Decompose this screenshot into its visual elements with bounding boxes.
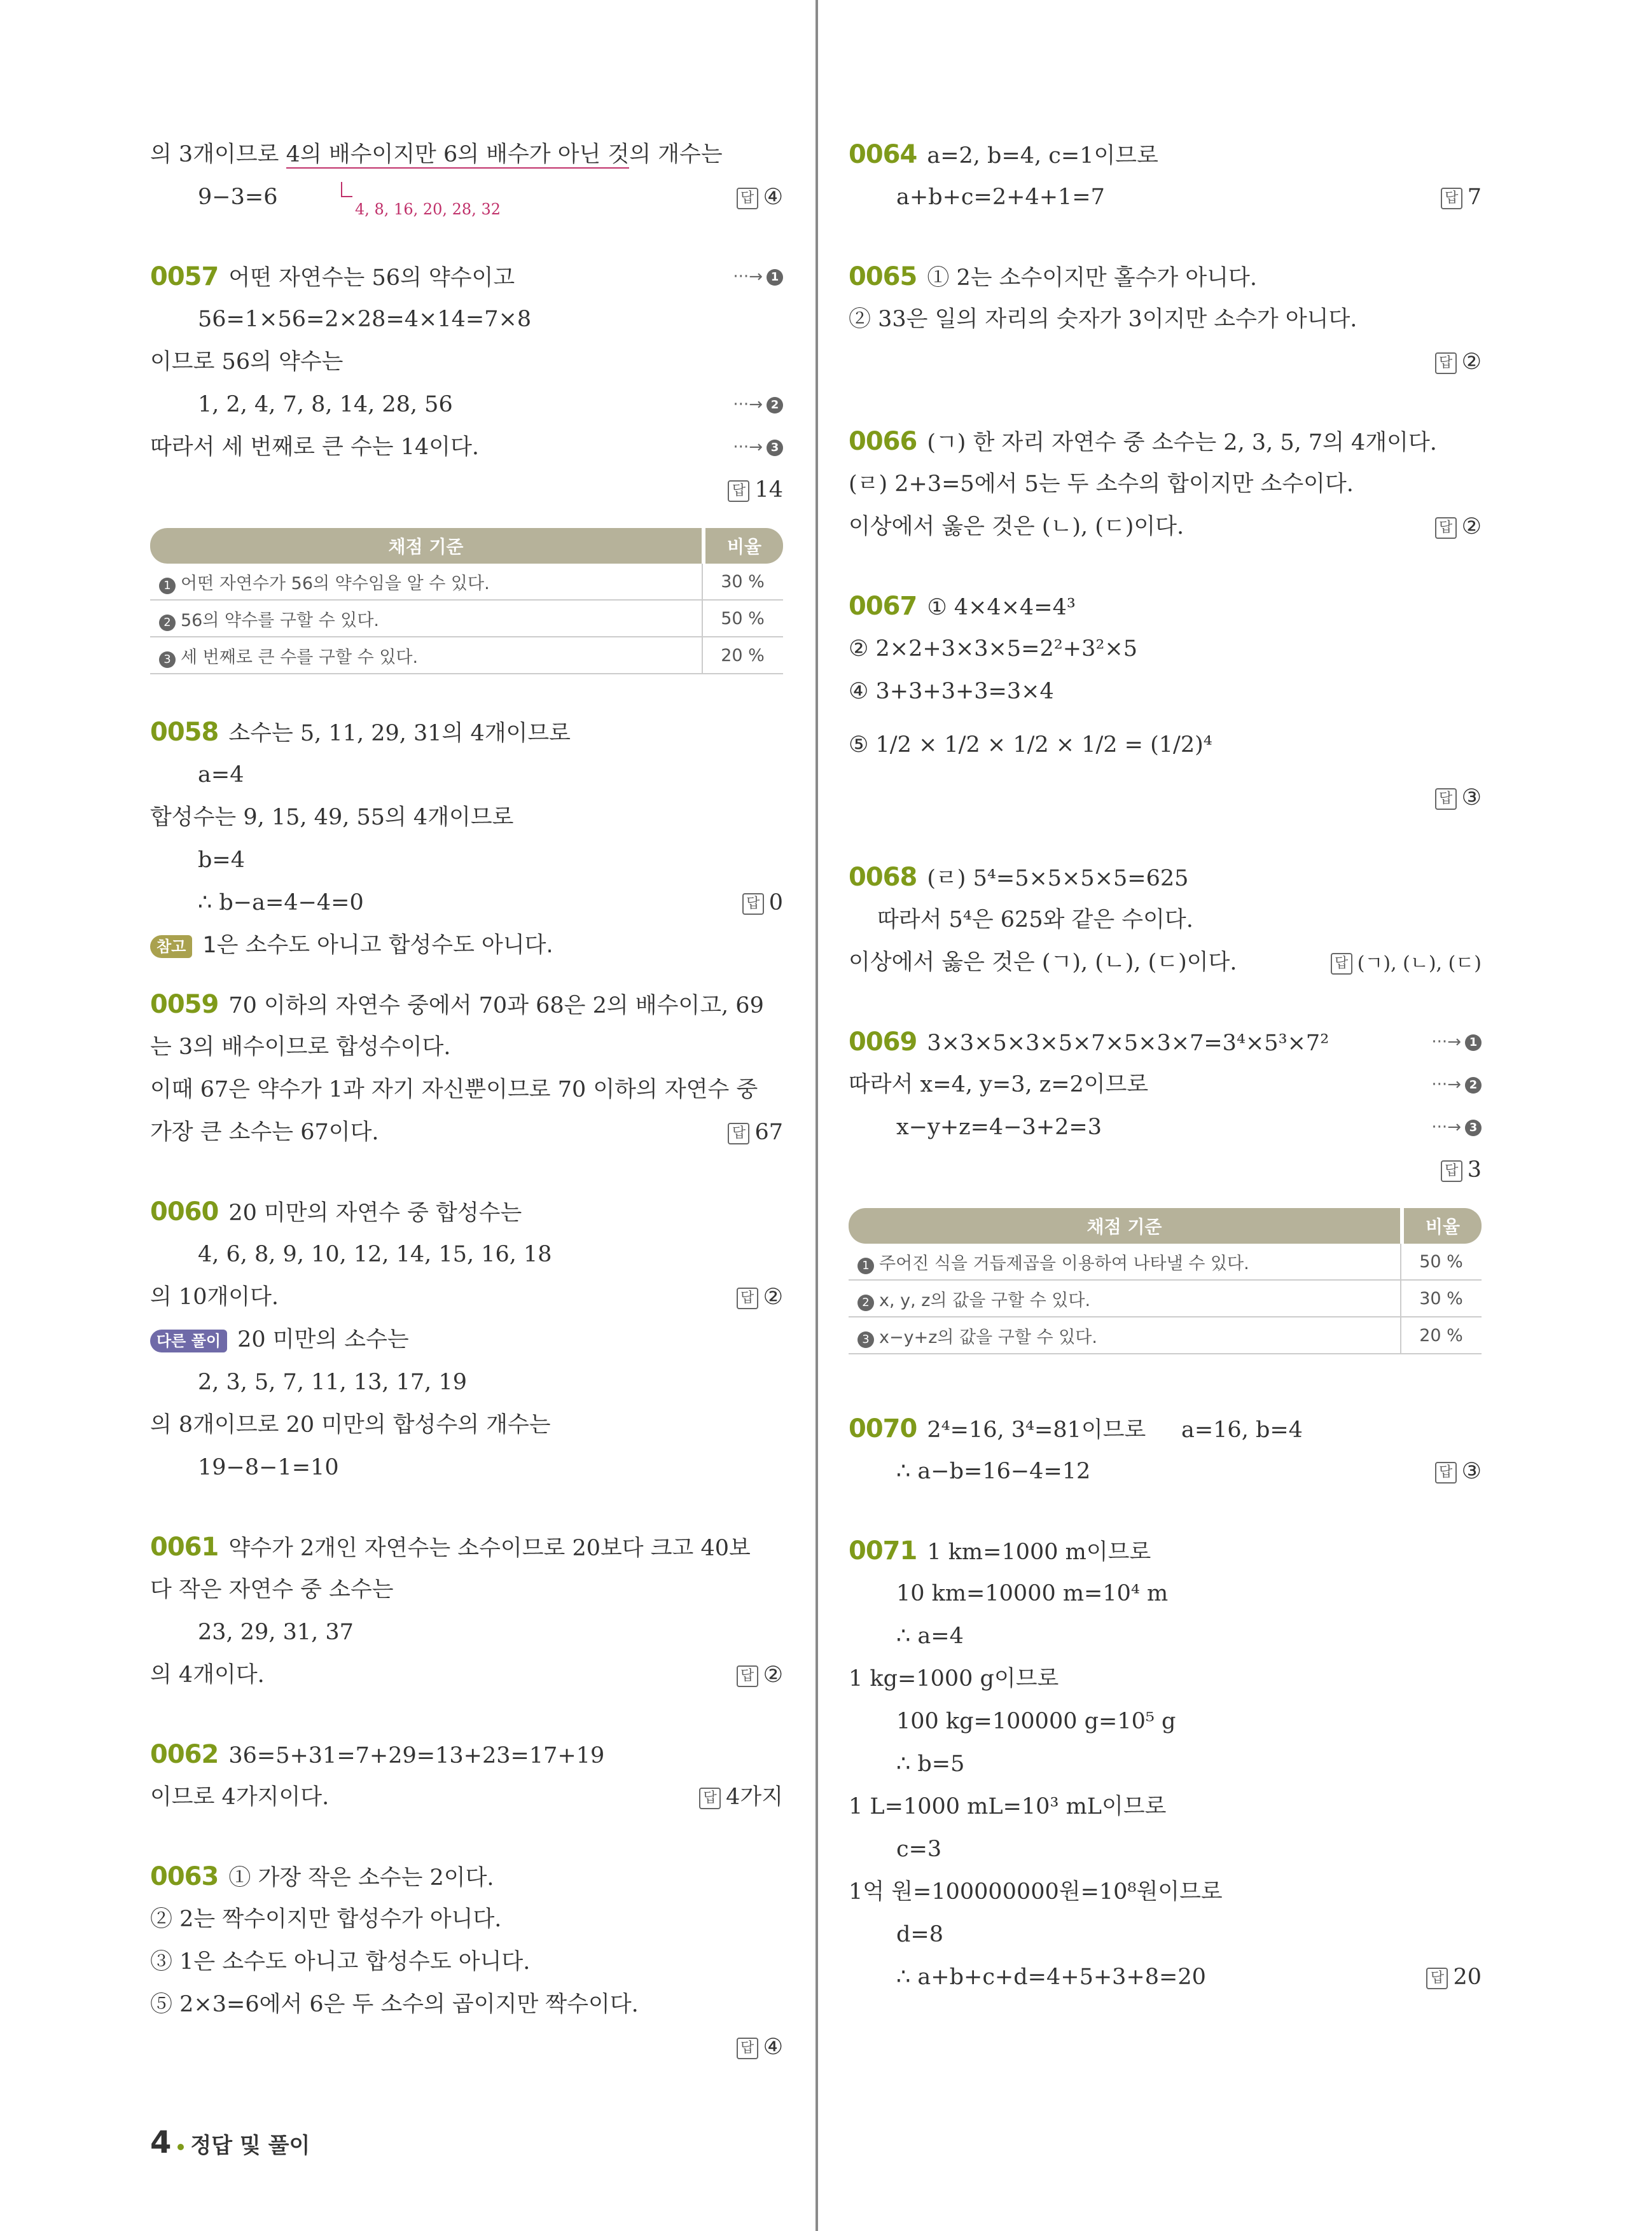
problem-number: 0058	[150, 718, 219, 747]
answer: 답 0	[742, 882, 783, 924]
step-marker-icon: 3	[1465, 1120, 1482, 1136]
table-row: 1 어떤 자연수가 56의 약수임을 알 수 있다. 30 %	[150, 564, 783, 601]
table-header-rate: 비율	[702, 528, 783, 564]
tip-note: 참고 1은 소수도 아니고 합성수도 아니다.	[150, 924, 783, 967]
problem-number: 0065	[849, 262, 917, 291]
problem-number: 0066	[849, 427, 917, 456]
underline-note: 4, 8, 16, 20, 28, 32	[355, 188, 501, 231]
answer-box-icon: 답	[1435, 1462, 1457, 1484]
table-header: 채점 기준	[849, 1208, 1400, 1244]
answer: 답 ③	[1435, 777, 1482, 819]
answer: 답 (ㄱ), (ㄴ), (ㄷ)	[1331, 942, 1482, 985]
answer-box-icon: 답	[1331, 953, 1352, 975]
left-column: 의 3개이므로 4의 배수이지만 6의 배수가 아닌 것의 개수는 4, 8, 16, 20, 28, 32 9−3=6 답 ④ 0057 어떤 자연수는 56의 약수이고 ···→ 1 56=1×56=2×28=4×14=7×8 이므로 56의 약수는 1, 2, 4, 7, 8, 14, 28, 56 ···→ 2 따라서 세 번째로 큰 수는 14이다. ···→ 3 답 14 채점 기준 비율 1 어떤 자연수가 56의 약수임을 알 수 있다. 30 % 2 56의 약수를 구할 수 있다. 50 % 3 세 번째로 큰 수를 구할 수 있다. 20 % 0058 소수는 5, 11, 29, 31의 4개이므로 a=4 합성수는 9, 15, 49, 55의 4개이므로 b=4 ∴ b−a=4−4=0 답 0 참고 1은 소수도 아니고 합성수도 아니다. 0059 70 이하의 자연수 중에서 70과 68은 2의 배수이고, 69 는 3의 배수이므로 합성수이다. 이때 67은 약수가 1과 자기 자신뿐이므로 70 이하의 자연수 중 가장 큰 소수는 67이다. 답 67 0060 20 미만의 자연수 중 합성수는 4, 6, 8, 9, 10, 12, 14, 15, 16, 18 의 10개이다. 답 ② 다른 풀이 20 미만의 소수는 2, 3, 5, 7, 11, 13, 17, 19 의 8개이므로 20 미만의 합성수의 개수는 19−8−1=10 0061 약수가 2개인 자연수는 소수이므로 20보다 크고 40보 다 작은 자연수 중 소수는 23, 29, 31, 37 의 4개이다. 답 ② 0062 36=5+31=7+29=13+23=17+19 이므로 4가지이다. 답 4가지 0063 ① 가장 작은 소수는 2이다. ② 2는 짝수이지만 합성수가 아니다. ③ 1은 소수도 아니고 합성수도 아니다. ⑤ 2×3=6에서 6은 두 소수의 곱이지만 짝수이다. 답 ④	[150, 134, 783, 2069]
problem-number: 0062	[150, 1740, 219, 1769]
problem-0059: 0059 70 이하의 자연수 중에서 70과 68은 2의 배수이고, 69	[150, 990, 764, 1019]
answer-box-icon: 답	[699, 1788, 721, 1809]
step-marker-icon: 3	[159, 651, 176, 668]
step-marker: ···→ 2	[733, 384, 783, 426]
answer: 답 ②	[737, 1276, 783, 1319]
underlined-phrase: 4의 배수이지만 6의 배수가 아닌 것	[286, 142, 630, 167]
answer: 답 14	[728, 469, 783, 511]
right-column: 0064 a=2, b=4, c=1이므로 a+b+c=2+4+1=7 답 7 0065 ① 2는 소수이지만 홀수가 아니다. ② 33은 일의 자리의 숫자가 3이지만 소수가 아니다. 답 ② 0066 (ㄱ) 한 자리 자연수 중 소수는 2, 3, 5, 7의 4개이다. (ㄹ) 2+3=5에서 5는 두 소수의 합이지만 소수이다. 이상에서 옳은 것은 (ㄴ), (ㄷ)이다. 답 ② 0067 ① 4×4×4=4³ ② 2×2+3×3×5=2²+3²×5 ④ 3+3+3+3=3×4 ⑤ 1/2 × 1/2 × 1/2 × 1/2 = (1/2)⁴ 답 ③ 0068 (ㄹ) 5⁴=5×5×5×5=625 따라서 5⁴은 625와 같은 수이다. 이상에서 옳은 것은 (ㄱ), (ㄴ), (ㄷ)이다. 답 (ㄱ), (ㄴ), (ㄷ) 0069 3×3×5×3×5×7×5×3×7=3⁴×5³×7² ···→ 1 따라서 x=4, y=3, z=2이므로 ···→ 2 x−y+z=4−3+2=3 ···→ 3 답 3 채점 기준 비율 1 주어진 식을 거듭제곱을 이용하여 나타낼 수 있다. 50 % 2 x, y, z의 값을 구할 수 있다. 30 % 3 x−y+z의 값을 구할 수 있다. 20 % 0070 2⁴=16, 3⁴=81이므로 a=16, b=4 ∴ a−b=16−4=12 답 ③ 0071 1 km=1000 m이므로 10 km=10000 m=10⁴ m ∴ a=4 1 kg=1000 g이므로 100 kg=100000 g=10⁵ g ∴ b=5 1 L=1000 mL=10³ mL이므로 c=3 1억 원=100000000원=10⁸원이므로 d=8 ∴ a+b+c+d=4+5+3+8=20 답 20	[849, 134, 1482, 1999]
problem-0070: 0070 2⁴=16, 3⁴=81이므로 a=16, b=4	[849, 1414, 1303, 1443]
problem-0071: 0071 1 km=1000 m이므로	[849, 1536, 1151, 1566]
problem-0065: 0065 ① 2는 소수이지만 홀수가 아니다.	[849, 262, 1257, 291]
problem-0060: 0060 20 미만의 자연수 중 합성수는	[150, 1197, 522, 1227]
step-marker-icon: 2	[767, 397, 783, 414]
answer-box-icon: 답	[728, 1123, 749, 1144]
table-row: 2 56의 약수를 구할 수 있다. 50 %	[150, 601, 783, 637]
page-footer	[150, 2125, 310, 2160]
answer-box-icon: 답	[728, 480, 749, 502]
answer: 답 ②	[1435, 506, 1482, 548]
table-row: 3 세 번째로 큰 수를 구할 수 있다. 20 %	[150, 637, 783, 674]
problem-number: 0071	[849, 1536, 917, 1566]
footer-title: 정답 및 풀이	[190, 2133, 310, 2158]
answer: 답 ④	[737, 176, 783, 219]
problem-number: 0067	[849, 592, 917, 621]
page-number: 4	[150, 2125, 172, 2160]
problem-0067: 0067 ① 4×4×4=4³	[849, 592, 1076, 621]
answer-box-icon: 답	[1435, 517, 1457, 539]
answer: 답 ④	[737, 2026, 783, 2069]
problem-0063: 0063 ① 가장 작은 소수는 2이다.	[150, 1862, 494, 1891]
alt-solution: 다른 풀이 20 미만의 소수는	[150, 1319, 783, 1361]
table-row: 1 주어진 식을 거듭제곱을 이용하여 나타낼 수 있다. 50 %	[849, 1244, 1482, 1281]
answer-box-icon: 답	[1426, 1968, 1448, 1989]
answer: 답 ②	[1435, 341, 1482, 384]
step-marker: ···→ 3	[733, 426, 783, 469]
answer: 답 7	[1441, 176, 1482, 219]
step-marker-icon: 1	[159, 578, 176, 594]
problem-0057: 0057 어떤 자연수는 56의 약수이고 ···→ 1	[150, 256, 783, 298]
problem-number: 0069	[849, 1027, 917, 1057]
answer-box-icon: 답	[742, 893, 764, 915]
step-marker-icon: 3	[857, 1331, 874, 1348]
answer: 답 3	[1441, 1149, 1482, 1192]
problem-number: 0060	[150, 1197, 219, 1227]
problem-number: 0063	[150, 1862, 219, 1891]
answer-box-icon: 답	[1435, 788, 1457, 810]
problem-0062: 0062 36=5+31=7+29=13+23=17+19	[150, 1740, 605, 1769]
problem-number: 0070	[849, 1414, 917, 1443]
problem-0069: 0069 3×3×5×3×5×7×5×3×7=3⁴×5³×7² ···→ 1	[849, 1021, 1482, 1064]
intro-line-2: 9−3=6 답 ④	[150, 176, 783, 219]
problem-0058: 0058 소수는 5, 11, 29, 31의 4개이므로	[150, 718, 571, 747]
table-header: 채점 기준	[150, 528, 702, 564]
scoring-criteria-table	[150, 528, 783, 674]
table-row: 3 x−y+z의 값을 구할 수 있다. 20 %	[849, 1317, 1482, 1354]
step-marker-icon: 2	[1465, 1077, 1482, 1094]
table-row: 2 x, y, z의 값을 구할 수 있다. 30 %	[849, 1281, 1482, 1317]
intro-line-1: 의 3개이므로 4의 배수이지만 6의 배수가 아닌 것의 개수는 4, 8, 16, 20, 28, 32	[150, 134, 783, 176]
problem-number: 0059	[150, 990, 219, 1019]
answer-box-icon: 답	[1441, 1160, 1462, 1182]
problem-number: 0061	[150, 1533, 219, 1562]
step-marker: ···→ 3	[1431, 1106, 1482, 1149]
problem-0061: 0061 약수가 2개인 자연수는 소수이므로 20보다 크고 40보	[150, 1533, 751, 1562]
step-marker-icon: 2	[857, 1295, 874, 1311]
tip-badge: 참고	[150, 935, 192, 958]
column-divider	[816, 0, 818, 2231]
alt-solution-badge: 다른 풀이	[150, 1330, 227, 1352]
answer: 답 ③	[1435, 1450, 1482, 1493]
step-marker-icon: 1	[1465, 1034, 1482, 1051]
bullet-dot-icon	[177, 2144, 184, 2150]
answer: 답 67	[728, 1111, 783, 1154]
answer-box-icon: 답	[737, 1288, 758, 1309]
step-marker: ···→ 1	[1431, 1021, 1482, 1064]
answer-box-icon: 답	[1435, 352, 1457, 374]
answer-box-icon: 답	[737, 2038, 758, 2059]
problem-0066: 0066 (ㄱ) 한 자리 자연수 중 소수는 2, 3, 5, 7의 4개이다.	[849, 427, 1437, 456]
step-marker-icon: 1	[857, 1258, 874, 1274]
answer-box-icon: 답	[737, 188, 758, 209]
step-marker-icon: 2	[159, 615, 176, 631]
step-marker: ···→ 1	[733, 256, 783, 298]
step-marker-icon: 3	[767, 440, 783, 456]
problem-0064: 0064 a=2, b=4, c=1이므로	[849, 140, 1158, 169]
problem-number: 0064	[849, 140, 917, 169]
problem-number: 0057	[150, 262, 219, 291]
table-header-rate: 비율	[1400, 1208, 1482, 1244]
answer: 답 20	[1426, 1956, 1482, 1999]
answer-box-icon: 답	[1441, 188, 1462, 209]
problem-number: 0068	[849, 863, 917, 892]
answer: 답 4가지	[699, 1776, 783, 1819]
answer-box-icon: 답	[737, 1665, 758, 1687]
step-marker: ···→ 2	[1431, 1064, 1482, 1106]
step-marker-icon: 1	[767, 269, 783, 286]
answer: 답 ②	[737, 1654, 783, 1697]
problem-0068: 0068 (ㄹ) 5⁴=5×5×5×5=625	[849, 863, 1189, 892]
scoring-criteria-table	[849, 1208, 1482, 1354]
